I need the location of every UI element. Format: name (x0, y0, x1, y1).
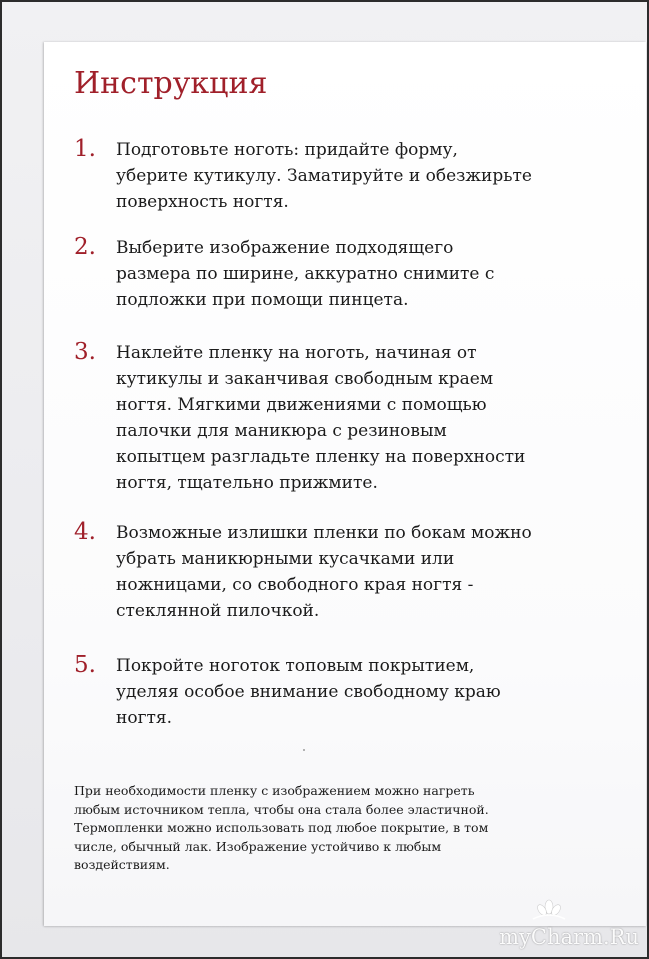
step-number: 2. (74, 234, 96, 260)
step-text: Возможные излишки пленки по бокам можно убрать маникюрными кусачками или ножницами, со свободного края ногтя - стеклянной пилочкой. (116, 523, 532, 621)
step-number: 1. (74, 136, 96, 162)
step-text: Покройте ноготок топовым покрытием, уделяя особое внимание свободному краю ногтя. (116, 656, 501, 728)
watermark (469, 913, 639, 949)
step-number: 3. (74, 339, 96, 365)
watermark-text: myCharm.Ru (499, 925, 639, 949)
step-number: 4. (74, 519, 96, 545)
step-text: Выберите изображение подходящего размера по ширине, аккуратно снимите с подложки при помощи пинцета. (116, 238, 495, 310)
step-number: 5. (74, 652, 96, 678)
page-title: Инструкция (74, 66, 268, 101)
step-text: Подготовьте ноготь: придайте форму, уберите кутикулу. Заматируйте и обезжирьте поверхность ногтя. (116, 140, 532, 212)
step-text: Наклейте пленку на ноготь, начиная от кутикулы и заканчивая свободным краем ногтя. Мягкими движениями с помощью палочки для маникюра с резиновым копытцем разгладьте пленку на поверхности ногтя, тщательно прижмите. (116, 343, 526, 493)
note-paragraph: При необходимости пленку с изображением можно нагреть любым источником тепла, чтобы она стала более эластичной. Термопленки можно использовать под любое покрытие, в том числе, обычный лак. Изображение устойчиво к любым воздействиям. (74, 783, 489, 872)
dust-speck (303, 749, 305, 751)
flower-icon (529, 899, 569, 921)
